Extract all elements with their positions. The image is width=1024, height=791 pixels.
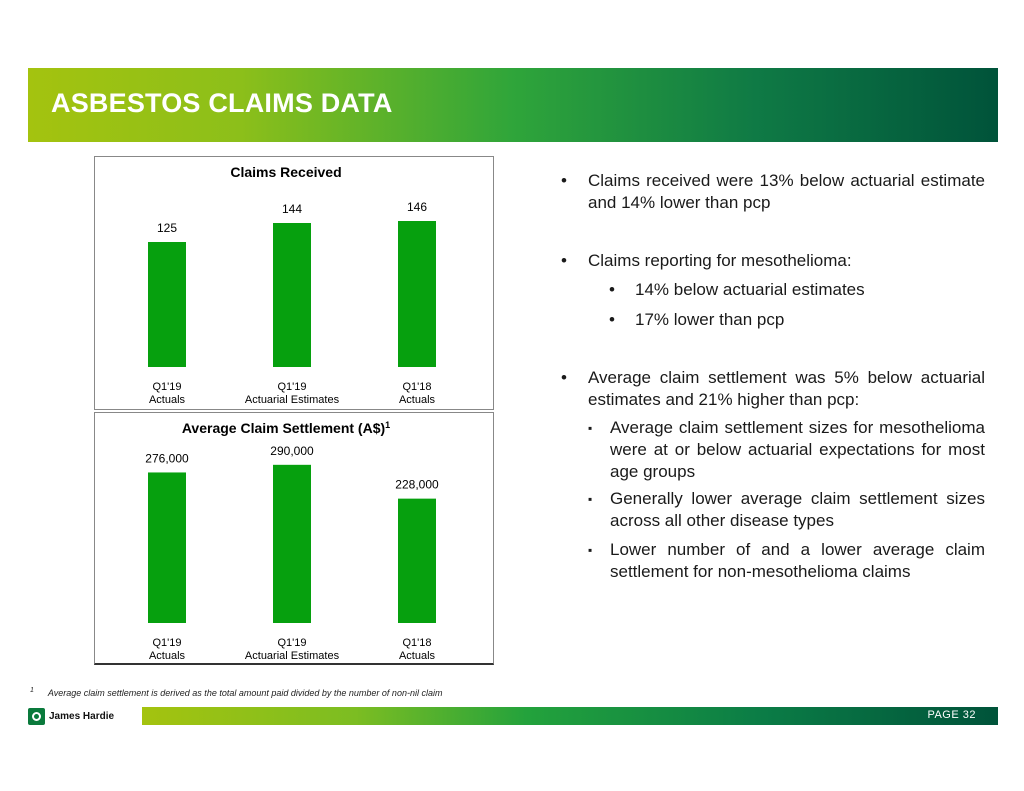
chart-title: Average Claim Settlement (A$)$^1$ <box>181 420 391 436</box>
bar-1 <box>148 242 186 367</box>
bullet-marker: ▪ <box>588 492 593 506</box>
bullet-text: Average claim settlement sizes for mesothelioma were at or below actuarial expectations for most age groups <box>610 418 985 481</box>
category-label-3-period: Q1'18 <box>402 637 432 649</box>
category-label-2-type: Actuarial Estimates <box>244 650 340 662</box>
sub-bullet-non-mesothelioma <box>588 539 985 583</box>
bar-2 <box>273 223 311 367</box>
value-label-1: 276,000 <box>145 451 189 466</box>
footnote-marker: 1 <box>30 687 34 694</box>
bullet-average-settlement <box>561 367 985 411</box>
footer-bar <box>142 707 998 725</box>
page-number: PAGE 32 <box>927 709 976 721</box>
bar-3 <box>398 221 436 367</box>
category-label-1-period: Q1'19 <box>152 381 182 393</box>
bullet-marker: • <box>561 171 567 190</box>
category-label-1-type: Actuals <box>148 394 186 406</box>
bullet-text: 14% below actuarial estimates <box>635 280 865 299</box>
value-label-3: 228,000 <box>395 477 439 492</box>
category-label-3-type: Actuals <box>398 394 436 406</box>
bullet-marker: ▪ <box>588 421 593 435</box>
bullet-text: Lower number of and a lower average claim settlement for non-mesothelioma claims <box>610 540 985 581</box>
bar-1 <box>148 472 186 623</box>
claims-received-chart <box>94 156 494 410</box>
james-hardie-logo <box>28 707 114 725</box>
sub-bullet-other-diseases <box>588 488 985 532</box>
value-label-1: 125 <box>156 221 178 235</box>
logo-text: James Hardie <box>49 710 115 722</box>
bar-3 <box>398 499 436 623</box>
bullet-mesothelioma-reporting <box>561 250 985 272</box>
category-label-1-type: Actuals <box>148 650 186 662</box>
page-title: ASBESTOS CLAIMS DATA <box>51 88 393 118</box>
category-label-3-type: Actuals <box>398 650 436 662</box>
james-hardie-logo-icon <box>28 708 45 725</box>
bullet-text: 17% lower than pcp <box>635 310 785 329</box>
category-label-2-period: Q1'19 <box>277 637 307 649</box>
bar-2 <box>273 465 311 623</box>
average-claim-settlement-svg <box>95 413 493 663</box>
category-label-1-period: Q1'19 <box>152 637 182 649</box>
bullet-marker: ▪ <box>588 543 593 557</box>
average-claim-settlement-chart <box>94 412 494 665</box>
chart-title: Claims Received <box>230 164 342 180</box>
bullet-marker: • <box>561 368 567 387</box>
bullet-marker: • <box>609 280 615 299</box>
value-label-3: 146 <box>406 200 428 214</box>
sub-bullet-mesothelioma-sizes <box>588 417 985 483</box>
sub-bullet-below-estimates <box>609 279 865 301</box>
claims-received-svg <box>95 157 493 409</box>
bullet-marker: • <box>561 251 567 270</box>
category-label-2-type: Actuarial Estimates <box>244 394 340 406</box>
bullet-text: Average claim settlement was 5% below actuarial estimates and 21% higher than pcp: <box>588 368 985 409</box>
value-label-2: 144 <box>281 202 303 216</box>
category-label-3-period: Q1'18 <box>402 381 432 393</box>
bullet-text: Claims reporting for mesothelioma: <box>588 251 852 270</box>
footnote <box>30 687 442 698</box>
footnote-text: Average claim settlement is derived as the total amount paid divided by the number of non-nil claim <box>47 688 443 698</box>
bullet-marker: • <box>609 310 615 329</box>
chart-title-footnote: 1 <box>385 420 391 430</box>
bullet-claims-received <box>561 170 985 214</box>
value-label-2: 290,000 <box>270 443 314 458</box>
bullet-text: Generally lower average claim settlement sizes across all other disease types <box>610 489 985 530</box>
category-label-2-period: Q1'19 <box>277 381 307 393</box>
sub-bullet-lower-than-pcp <box>609 309 784 331</box>
bullet-text: Claims received were 13% below actuarial estimate and 14% lower than pcp <box>588 171 985 212</box>
title-bar <box>28 68 998 142</box>
